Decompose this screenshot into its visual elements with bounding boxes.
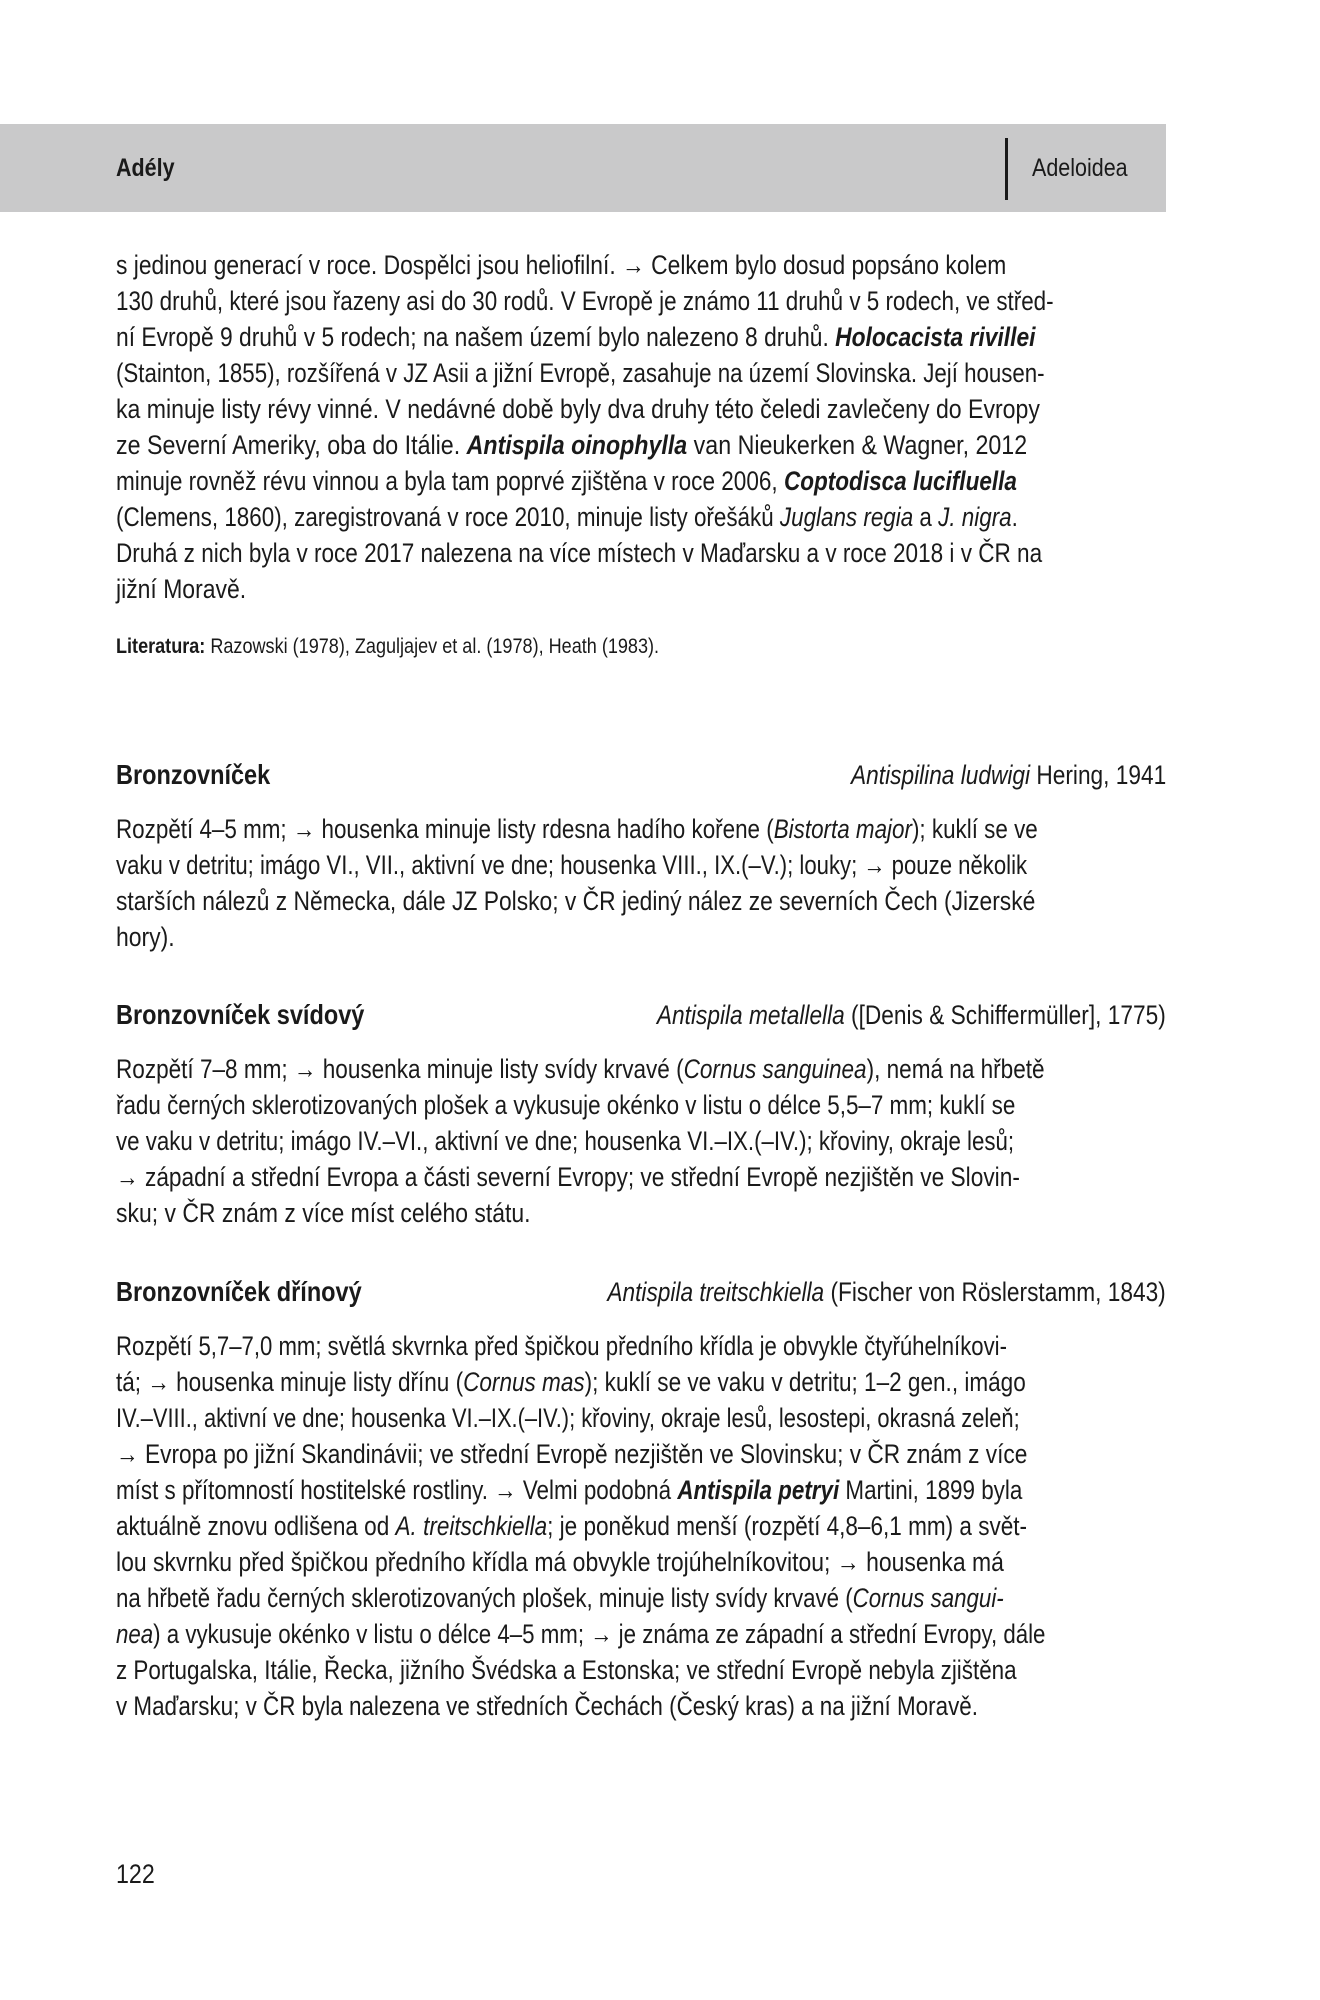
- species-title: Bronzovníček: [116, 759, 271, 790]
- text-line: ka minuje listy révy vinné. V nedávné době byly dva druhy této čeledi zavlečeny do Evropy: [116, 394, 1040, 424]
- text-line: míst s přítomností hostitelské rostliny. → Velmi podobná Antispila petryi Martini, 1899 byla: [116, 1475, 1023, 1505]
- text-line: ve vaku v detritu; imágo IV.–VI., aktivní ve dne; housenka VI.–IX.(–IV.); křoviny, okraje lesů;: [116, 1126, 1015, 1156]
- text-line: řadu černých sklerotizovaných plošek a vykusuje okénko v listu o délce 5,5–7 mm; kuklí se: [116, 1090, 1016, 1120]
- text-line: (Clemens, 1860), zaregistrovaná v roce 2010, minuje listy ořešáků Juglans regia a J. nigra.: [116, 502, 1018, 532]
- species-latin-name: Antispila treitschkiella (Fischer von Röslerstamm, 1843): [607, 1277, 1166, 1307]
- species-description: [116, 811, 1166, 955]
- text-line: jižní Moravě.: [116, 574, 247, 604]
- header-family-name: Adély: [116, 154, 175, 182]
- text-line: hory).: [116, 922, 175, 952]
- species-name-coptodisca: Coptodisca lucifluella: [783, 466, 1017, 496]
- text-line: z Portugalska, Itálie, Řecka, jižního Švédska a Estonska; ve střední Evropě nebyla zjištěna: [116, 1655, 1017, 1685]
- page-number: 122: [116, 1859, 155, 1889]
- literature-text: Razowski (1978), Zaguljajev et al. (1978), Heath (1983).: [205, 635, 660, 658]
- text-line: → západní a střední Evropa a části severní Evropy; ve střední Evropě nezjištěn ve Slovin-: [116, 1162, 1020, 1192]
- text-line: IV.–VIII., aktivní ve dne; housenka VI.–IX.(–IV.); křoviny, okraje lesů, lesostepi, okrasná zeleň;: [116, 1403, 1020, 1433]
- running-header: [0, 124, 1166, 212]
- text-line: aktuálně znovu odlišena od A. treitschkiella; je poněkud menší (rozpětí 4,8–6,1 mm) a svět-: [116, 1511, 1028, 1541]
- species-title: Bronzovníček svídový: [116, 999, 365, 1030]
- species-description: [116, 1328, 1166, 1724]
- species-name-oinophylla: Antispila oinophylla: [466, 430, 688, 460]
- text-line: Druhá z nich byla v roce 2017 nalezena na více místech v Maďarsku a v roce 2018 i v ČR na: [116, 538, 1043, 568]
- text-line: s jedinou generací v roce. Dospělci jsou heliofilní. → Celkem bylo dosud popsáno kolem: [116, 250, 1007, 280]
- text-line: tá; → housenka minuje listy dřínu (Cornus mas); kuklí se ve vaku v detritu; 1–2 gen., imágo: [116, 1367, 1026, 1397]
- text-line: Rozpětí 4–5 mm; → housenka minuje listy rdesna hadího kořene (Bistorta major); kuklí se ve: [116, 814, 1038, 844]
- text-line: Rozpětí 5,7–7,0 mm; světlá skvrnka před špičkou předního křídla je obvykle čtyřúhelníkovi-: [116, 1331, 1007, 1361]
- text-line: minuje rovněž révu vinnou a byla tam poprvé zjištěna v roce 2006, Coptodisca lucifluella: [116, 466, 1017, 496]
- text-line: nea) a vykusuje okénko v listu o délce 4–5 mm; → je známa ze západní a střední Evropy, dále: [116, 1619, 1046, 1649]
- header-divider: [1005, 138, 1008, 200]
- species-name-holocacista: Holocacista rivillei: [835, 322, 1036, 352]
- text-line: sku; v ČR znám z více míst celého státu.: [116, 1198, 531, 1228]
- text-line: starších nálezů z Německa, dále JZ Polsko; v ČR jediný nález ze severních Čech (Jizerské: [116, 886, 1036, 916]
- text-line: ze Severní Ameriky, oba do Itálie. Antispila oinophylla van Nieukerken & Wagner, 2012: [116, 430, 1028, 460]
- text-line: ní Evropě 9 druhů v 5 rodech; na našem území bylo nalezeno 8 druhů. Holocacista rivillei: [116, 322, 1036, 352]
- species-title: Bronzovníček dřínový: [116, 1276, 362, 1307]
- text-line: na hřbetě řadu černých sklerotizovaných plošek, minuje listy svídy krvavé (Cornus sangui-: [116, 1583, 1004, 1613]
- intro-paragraph: [116, 247, 1166, 607]
- text-line: 130 druhů, které jsou řazeny asi do 30 rodů. V Evropě je známo 11 druhů v 5 rodech, ve střed-: [116, 286, 1054, 316]
- text-line: Rozpětí 7–8 mm; → housenka minuje listy svídy krvavé (Cornus sanguinea), nemá na hřbetě: [116, 1054, 1045, 1084]
- species-name-petryi: Antispila petryi: [677, 1475, 840, 1505]
- text-line: v Maďarsku; v ČR byla nalezena ve středních Čechách (Český kras) a na jižní Moravě.: [116, 1691, 978, 1721]
- literature-label: Literatura:: [116, 635, 206, 658]
- species-description: [116, 1051, 1166, 1231]
- text-line: lou skvrnku před špičkou předního křídla má obvykle trojúhelníkovitou; → housenka má: [116, 1547, 1004, 1577]
- text-line: (Stainton, 1855), rozšířená v JZ Asii a jižní Evropě, zasahuje na území Slovinska. Její housen-: [116, 358, 1045, 388]
- species-latin-name: Antispila metallella ([Denis & Schiffermüller], 1775): [657, 1000, 1166, 1030]
- literature-line: [116, 633, 659, 661]
- species-latin-name: Antispilina ludwigi Hering, 1941: [850, 760, 1166, 790]
- text-line: vaku v detritu; imágo VI., VII., aktivní ve dne; housenka VIII., IX.(–V.); louky; → pouze několik: [116, 850, 1028, 880]
- text-line: → Evropa po jižní Skandinávii; ve střední Evropě nezjištěn ve Slovinsku; v ČR znám z více: [116, 1439, 1028, 1469]
- header-superfamily-name: Adeloidea: [1032, 154, 1128, 182]
